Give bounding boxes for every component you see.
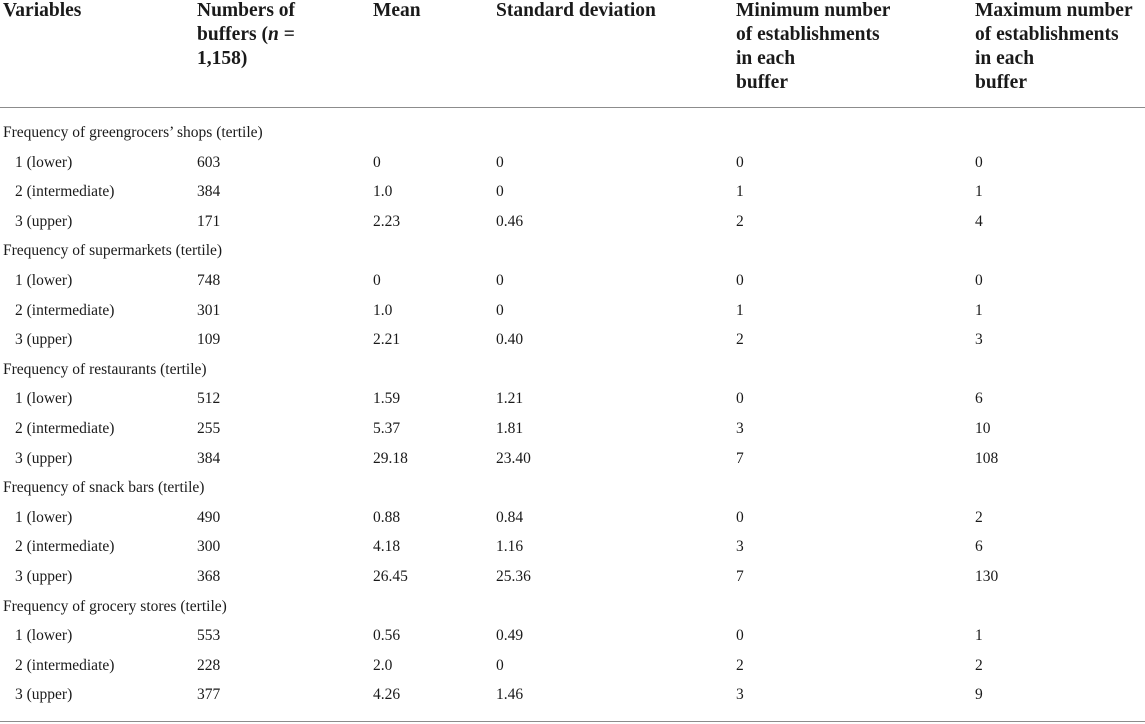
cell-sd: 1.46 (496, 686, 524, 704)
cell-min: 2 (736, 331, 744, 349)
cell-buffers: 748 (197, 272, 221, 289)
cell-tertile: 3 (upper) (15, 568, 73, 585)
cell-sd: 0 (496, 301, 504, 319)
group-row (0, 594, 1145, 624)
cell-min: 3 (736, 686, 744, 704)
cell-max: 4 (975, 212, 983, 230)
cell-min: 0 (736, 390, 744, 408)
group-label: Frequency of grocery stores (tertile) (3, 597, 227, 615)
cell-min: 3 (736, 420, 744, 437)
group-row (0, 475, 1145, 505)
cell-mean: 1.0 (373, 183, 393, 201)
cell-buffers: 228 (197, 656, 221, 674)
cell-mean: 2.21 (373, 331, 401, 349)
table-row (0, 623, 1145, 653)
cell-max: 6 (975, 390, 983, 408)
cell-mean: 2.23 (373, 212, 401, 230)
cell-buffers: 553 (197, 627, 221, 645)
cell-tertile: 1 (lower) (15, 153, 73, 171)
cell-max: 1 (975, 183, 983, 201)
cell-sd: 1.16 (496, 538, 524, 556)
table-row (0, 564, 1145, 594)
group-row (0, 238, 1145, 268)
cell-tertile: 1 (lower) (15, 390, 73, 408)
cell-sd: 0.49 (496, 627, 524, 645)
header-variables-text: Variables (3, 0, 82, 21)
table-row (0, 386, 1145, 416)
cell-mean: 2.0 (373, 656, 393, 674)
header-mean (373, 0, 421, 23)
group-row (0, 357, 1145, 387)
cell-mean: 4.26 (373, 686, 401, 704)
cell-tertile: 3 (upper) (15, 449, 73, 467)
cell-mean: 26.45 (373, 568, 408, 585)
cell-mean: 4.18 (373, 538, 401, 556)
cell-buffers: 384 (197, 183, 221, 201)
header-max (975, 0, 1133, 95)
table-bottom-rule (0, 721, 1145, 722)
cell-buffers: 300 (197, 538, 221, 556)
cell-buffers: 377 (197, 686, 221, 704)
header-max-line2: of establishments (975, 24, 1119, 45)
header-max-line4: buffer (975, 72, 1027, 93)
cell-buffers: 512 (197, 390, 221, 408)
table-row (0, 150, 1145, 180)
header-min-line1: Minimum number (736, 0, 891, 21)
cell-sd: 1.21 (496, 390, 524, 408)
cell-max: 0 (975, 153, 983, 171)
header-divider (0, 107, 1145, 108)
cell-min: 2 (736, 212, 744, 230)
cell-mean: 29.18 (373, 449, 408, 467)
cell-tertile: 2 (intermediate) (15, 301, 115, 319)
cell-min: 1 (736, 183, 744, 201)
cell-sd: 0.46 (496, 212, 524, 230)
cell-sd: 0 (496, 272, 504, 289)
cell-max: 108 (975, 449, 999, 467)
cell-min: 0 (736, 627, 744, 645)
cell-tertile: 1 (lower) (15, 627, 73, 645)
header-sd (496, 0, 656, 23)
cell-sd: 0 (496, 153, 504, 171)
cell-max: 1 (975, 627, 983, 645)
cell-sd: 0.40 (496, 331, 524, 349)
cell-tertile: 1 (lower) (15, 508, 73, 526)
header-buffers-n: n (267, 24, 279, 45)
cell-tertile: 1 (lower) (15, 272, 73, 289)
header-min-line2: of establishments (736, 24, 880, 45)
header-mean-text: Mean (373, 0, 421, 21)
cell-sd: 0 (496, 656, 504, 674)
cell-sd: 0 (496, 183, 504, 201)
table-row (0, 179, 1145, 209)
cell-mean: 5.37 (373, 420, 401, 437)
cell-max: 10 (975, 420, 991, 437)
cell-buffers: 384 (197, 449, 221, 467)
header-max-line1: Maximum number (975, 0, 1133, 21)
table-row (0, 653, 1145, 683)
header-max-line3: in each (975, 48, 1035, 69)
group-row (0, 120, 1145, 150)
cell-max: 6 (975, 538, 983, 556)
cell-buffers: 171 (197, 212, 221, 230)
group-label: Frequency of supermarkets (tertile) (3, 242, 223, 260)
cell-min: 0 (736, 508, 744, 526)
cell-buffers: 109 (197, 331, 221, 349)
cell-mean: 0 (373, 153, 381, 171)
cell-buffers: 603 (197, 153, 221, 171)
group-label: Frequency of greengrocers’ shops (tertile) (3, 124, 263, 141)
cell-max: 2 (975, 508, 983, 526)
table-row (0, 682, 1145, 712)
cell-min: 1 (736, 301, 744, 319)
cell-buffers: 490 (197, 508, 221, 526)
cell-sd: 0.84 (496, 508, 524, 526)
cell-buffers: 255 (197, 420, 221, 437)
cell-max: 9 (975, 686, 983, 704)
cell-min: 3 (736, 538, 744, 556)
header-min-line3: in each (736, 48, 796, 69)
cell-min: 2 (736, 656, 744, 674)
cell-mean: 1.0 (373, 301, 393, 319)
header-sd-text: Standard deviation (496, 0, 656, 21)
cell-buffers: 368 (197, 568, 221, 585)
cell-tertile: 2 (intermediate) (15, 183, 115, 201)
cell-mean: 0.56 (373, 627, 401, 645)
cell-buffers: 301 (197, 301, 221, 319)
cell-sd: 25.36 (496, 568, 531, 585)
cell-min: 7 (736, 568, 744, 585)
header-buffers-line2-pre: buffers ( (197, 24, 268, 45)
header-buffers-line1: Numbers of (197, 0, 296, 21)
cell-tertile: 2 (intermediate) (15, 538, 115, 556)
header-variables (3, 0, 81, 23)
cell-tertile: 3 (upper) (15, 331, 73, 349)
table-row (0, 298, 1145, 328)
cell-max: 2 (975, 656, 983, 674)
table-row (0, 534, 1145, 564)
cell-sd: 23.40 (496, 449, 531, 467)
cell-tertile: 2 (intermediate) (15, 656, 115, 674)
header-buffers-line3: 1,158) (197, 48, 248, 69)
cell-mean: 0.88 (373, 508, 401, 526)
group-label: Frequency of snack bars (tertile) (3, 479, 205, 497)
header-min (736, 0, 890, 95)
cell-tertile: 3 (upper) (15, 212, 73, 230)
cell-max: 0 (975, 272, 983, 289)
header-min-line4: buffer (736, 72, 788, 93)
cell-min: 0 (736, 272, 744, 289)
cell-sd: 1.81 (496, 420, 524, 437)
cell-max: 1 (975, 301, 983, 319)
group-label: Frequency of restaurants (tertile) (3, 360, 207, 378)
table-row (0, 446, 1145, 476)
cell-max: 3 (975, 331, 983, 349)
header-buffers-line2-post: = (278, 24, 295, 45)
cell-mean: 1.59 (373, 390, 401, 408)
cell-tertile: 3 (upper) (15, 686, 73, 704)
cell-max: 130 (975, 568, 999, 585)
table-row (0, 416, 1145, 446)
table-row (0, 268, 1145, 298)
table-row (0, 505, 1145, 535)
header-buffers (197, 0, 295, 71)
table-row (0, 209, 1145, 239)
cell-tertile: 2 (intermediate) (15, 420, 115, 437)
cell-mean: 0 (373, 272, 381, 289)
cell-min: 7 (736, 449, 744, 467)
cell-min: 0 (736, 153, 744, 171)
table-row (0, 327, 1145, 357)
